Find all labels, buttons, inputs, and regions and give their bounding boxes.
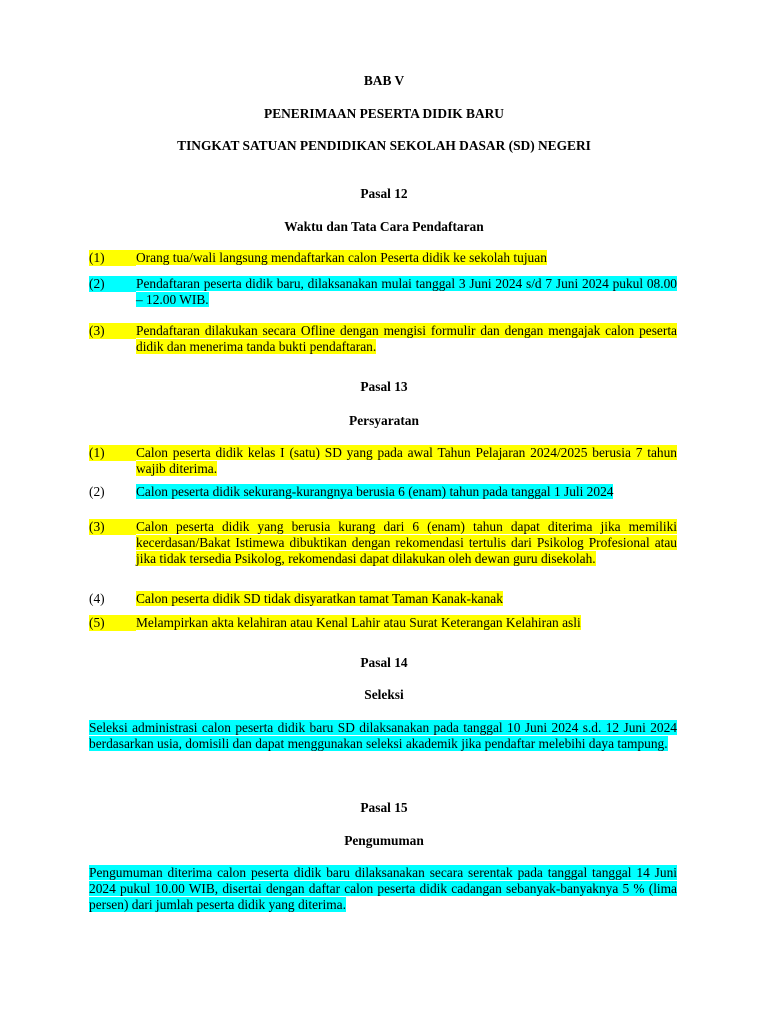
item-number: (2)	[89, 276, 136, 292]
pasal-14-paragraph: Seleksi administrasi calon peserta didik baru SD dilaksanakan pada tanggal 10 Juni 2024 s.d. 12 Juni 2024 berdasarkan usia, domisili dan dapat menggunakan seleksi akademik jika pendaftar melebihi daya tampung.	[89, 720, 677, 751]
pasal-15-title: Pengumuman	[344, 833, 424, 848]
pasal-14-label: Pasal 14	[360, 655, 408, 670]
pasal-13-item-3	[89, 519, 677, 583]
item-number: (3)	[89, 519, 136, 535]
item-text: Calon peserta didik sekurang-kurangnya berusia 6 (enam) tahun pada tanggal 1 Juli 2024	[136, 484, 614, 499]
pasal-13-item-4	[89, 591, 677, 607]
item-text: Calon peserta didik yang berusia kurang dari 6 (enam) tahun dapat diterima jika memiliki kecerdasan/Bakat Istimewa dibuktikan dengan rekomendasi tertulis dari Psikolog Profesional atau jika tidak tersedia Psikolog, rekomendasi dapat dilakukan oleh dewan guru disekolah.	[136, 519, 677, 566]
pasal-13-item-1	[89, 445, 677, 477]
pasal-13-title: Persyaratan	[349, 413, 419, 428]
pasal-13-label: Pasal 13	[360, 379, 408, 394]
chapter-subtitle: TINGKAT SATUAN PENDIDIKAN SEKOLAH DASAR (SD) NEGERI	[177, 138, 591, 153]
item-number: (4)	[89, 591, 105, 606]
pasal-15-paragraph: Pengumuman diterima calon peserta didik baru dilaksanakan secara serentak pada tanggal tanggal 14 Juni 2024 pukul 10.00 WIB, disertai dengan daftar calon peserta didik cadangan sebanyak-banyaknya 5 % (lima persen) dari jumlah peserta didik yang diterima.	[89, 865, 677, 912]
item-text: Calon peserta didik SD tidak disyaratkan tamat Taman Kanak-kanak	[136, 591, 503, 606]
item-number: (2)	[89, 484, 105, 499]
item-text: Calon peserta didik kelas I (satu) SD yang pada awal Tahun Pelajaran 2024/2025 berusia 7 tahun wajib diterima.	[136, 445, 677, 476]
item-number: (5)	[89, 615, 136, 631]
chapter-label: BAB V	[363, 73, 405, 88]
item-text: Pendaftaran dilakukan secara Ofline dengan mengisi formulir dan dengan mengajak calon peserta didik dan menerima tanda bukti pendaftaran.	[136, 323, 677, 354]
pasal-15-label: Pasal 15	[360, 800, 408, 815]
pasal-14-title: Seleksi	[364, 687, 404, 702]
item-text: Orang tua/wali langsung mendaftarkan calon Peserta didik ke sekolah tujuan	[136, 250, 547, 265]
item-text: Melampirkan akta kelahiran atau Kenal Lahir atau Surat Keterangan Kelahiran asli	[136, 615, 581, 630]
chapter-title: PENERIMAAN PESERTA DIDIK BARU	[264, 106, 504, 121]
pasal-12-item-2	[89, 276, 677, 308]
item-number: (1)	[89, 445, 136, 461]
pasal-12-label: Pasal 12	[360, 186, 408, 201]
item-number: (1)	[89, 250, 136, 266]
pasal-13-item-5	[89, 615, 677, 631]
pasal-13-item-2	[89, 484, 677, 500]
item-text: Pendaftaran peserta didik baru, dilaksanakan mulai tanggal 3 Juni 2024 s/d 7 Juni 2024 pukul 08.00 – 12.00 WIB.	[136, 276, 677, 307]
pasal-12-item-1	[89, 250, 677, 266]
pasal-12-title: Waktu dan Tata Cara Pendaftaran	[284, 219, 484, 234]
pasal-12-item-3	[89, 323, 677, 355]
item-number: (3)	[89, 323, 136, 339]
